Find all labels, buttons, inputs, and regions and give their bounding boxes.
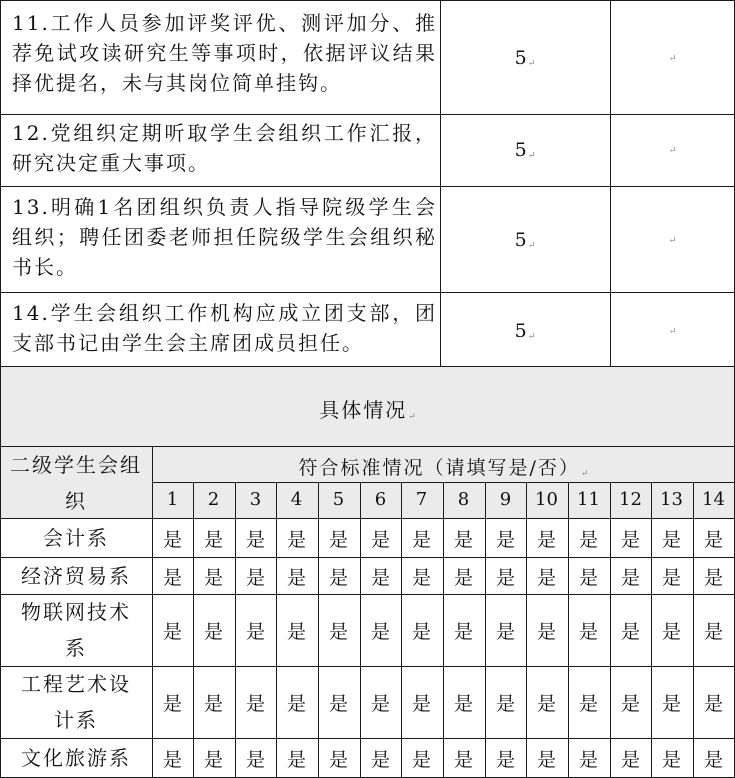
criterion-text: 13.明确1名团组织负责人指导院级学生会组织；聘任团委老师担任院级学生会组织秘书长。 bbox=[12, 195, 437, 279]
criterion-score: 5↵ bbox=[514, 229, 536, 251]
compliance-cell: 是 bbox=[620, 621, 640, 643]
compliance-cell: 是 bbox=[703, 621, 723, 643]
compliance-cell: 是 bbox=[536, 749, 556, 771]
criterion-score: 5↵ bbox=[514, 139, 536, 161]
outer-border-left bbox=[0, 0, 1, 778]
compliance-cell: 是 bbox=[328, 693, 348, 715]
table-border-line bbox=[0, 738, 735, 739]
compliance-cell: 是 bbox=[620, 749, 640, 771]
compliance-cell: 是 bbox=[162, 693, 182, 715]
compliance-cell: 是 bbox=[286, 749, 306, 771]
compliance-cell: 是 bbox=[495, 528, 515, 551]
compliance-cell: 是 bbox=[203, 566, 223, 589]
compliance-cell: 是 bbox=[370, 566, 390, 589]
compliance-cell: 是 bbox=[703, 693, 723, 715]
compliance-cell: 是 bbox=[578, 566, 598, 589]
compliance-cell: 是 bbox=[411, 693, 431, 715]
compliance-cell: 是 bbox=[162, 566, 182, 589]
criterion-text: 12.党组织定期听取学生会组织工作汇报，研究决定重大事项。 bbox=[12, 121, 437, 175]
compliance-cell: 是 bbox=[411, 566, 431, 589]
compliance-cell: 是 bbox=[620, 566, 640, 589]
compliance-cell: 是 bbox=[328, 621, 348, 643]
compliance-cell: 是 bbox=[620, 693, 640, 715]
compliance-cell: 是 bbox=[203, 749, 223, 771]
compliance-cell: 是 bbox=[661, 566, 681, 589]
compliance-cell: 是 bbox=[495, 566, 515, 589]
details-title: 具体情况↵ bbox=[319, 398, 416, 422]
column-number: 12 bbox=[619, 489, 642, 510]
compliance-cell: 是 bbox=[453, 566, 473, 589]
column-number: 11 bbox=[577, 489, 600, 510]
column-number: 2 bbox=[207, 489, 220, 510]
compliance-cell: 是 bbox=[453, 621, 473, 643]
column-number: 4 bbox=[290, 489, 303, 510]
column-number: 9 bbox=[499, 489, 512, 510]
compliance-cell: 是 bbox=[328, 528, 348, 551]
compliance-cell: 是 bbox=[703, 566, 723, 589]
column-number: 14 bbox=[702, 489, 725, 510]
compliance-cell: 是 bbox=[245, 528, 265, 551]
compliance-cell: 是 bbox=[203, 621, 223, 643]
compliance-header: 符合标准情况（请填写是/否）↵ bbox=[298, 457, 589, 479]
criterion-score: 5↵ bbox=[514, 47, 536, 69]
dept-name: 物联网技术系 bbox=[21, 600, 131, 660]
compliance-cell: 是 bbox=[703, 749, 723, 771]
compliance-cell: 是 bbox=[578, 621, 598, 643]
column-number: 10 bbox=[535, 489, 558, 510]
compliance-cell: 是 bbox=[370, 749, 390, 771]
compliance-cell: 是 bbox=[620, 528, 640, 551]
compliance-cell: 是 bbox=[286, 566, 306, 589]
compliance-cell: 是 bbox=[245, 693, 265, 715]
remark-cell: ↵ bbox=[668, 54, 677, 64]
compliance-cell: 是 bbox=[453, 749, 473, 771]
criteria-border-line bbox=[0, 366, 735, 367]
compliance-cell: 是 bbox=[411, 621, 431, 643]
remark-cell: ↵ bbox=[668, 146, 677, 156]
column-number: 1 bbox=[166, 489, 179, 510]
compliance-cell: 是 bbox=[453, 693, 473, 715]
remark-cell: ↵ bbox=[668, 327, 677, 337]
compliance-cell: 是 bbox=[536, 566, 556, 589]
compliance-cell: 是 bbox=[661, 528, 681, 551]
compliance-cell: 是 bbox=[370, 693, 390, 715]
criterion-score: 5↵ bbox=[514, 320, 536, 342]
compliance-cell: 是 bbox=[245, 566, 265, 589]
dept-name: 文化旅游系 bbox=[21, 746, 131, 770]
compliance-cell: 是 bbox=[495, 693, 515, 715]
compliance-cell: 是 bbox=[536, 621, 556, 643]
column-number: 7 bbox=[415, 489, 428, 510]
compliance-cell: 是 bbox=[411, 749, 431, 771]
column-number: 3 bbox=[249, 489, 262, 510]
criteria-border-line bbox=[0, 114, 735, 115]
criteria-border-line bbox=[0, 0, 735, 1]
compliance-cell: 是 bbox=[162, 528, 182, 551]
dept-name: 经济贸易系 bbox=[21, 563, 131, 588]
criterion-text: 14.学生会组织工作机构应成立团支部，团支部书记由学生会主席团成员担任。 bbox=[12, 301, 437, 355]
criterion-text: 11.工作人员参加评奖评优、测评加分、推荐免试攻读研究生等事项时，依据评议结果择优提名，未与其岗位简单挂钩。 bbox=[12, 11, 437, 95]
compliance-cell: 是 bbox=[286, 621, 306, 643]
dept-name: 工程艺术设计系 bbox=[21, 672, 131, 732]
compliance-cell: 是 bbox=[370, 621, 390, 643]
compliance-cell: 是 bbox=[245, 749, 265, 771]
compliance-cell: 是 bbox=[453, 528, 473, 551]
compliance-cell: 是 bbox=[203, 528, 223, 551]
dept-name: 会计系 bbox=[43, 525, 109, 550]
compliance-cell: 是 bbox=[495, 621, 515, 643]
compliance-cell: 是 bbox=[536, 693, 556, 715]
column-number: 6 bbox=[374, 489, 387, 510]
compliance-cell: 是 bbox=[245, 621, 265, 643]
compliance-cell: 是 bbox=[661, 621, 681, 643]
compliance-cell: 是 bbox=[286, 693, 306, 715]
compliance-cell: 是 bbox=[411, 528, 431, 551]
compliance-cell: 是 bbox=[286, 528, 306, 551]
compliance-cell: 是 bbox=[661, 693, 681, 715]
criteria-border-line bbox=[0, 186, 735, 187]
dept-column-header: 二级学生会组织 bbox=[10, 453, 142, 513]
column-number: 5 bbox=[332, 489, 345, 510]
compliance-cell: 是 bbox=[578, 528, 598, 551]
remark-cell: ↵ bbox=[668, 236, 677, 246]
compliance-cell: 是 bbox=[162, 749, 182, 771]
compliance-cell: 是 bbox=[536, 528, 556, 551]
compliance-cell: 是 bbox=[661, 749, 681, 771]
compliance-cell: 是 bbox=[203, 693, 223, 715]
compliance-cell: 是 bbox=[328, 566, 348, 589]
column-number: 13 bbox=[660, 489, 683, 510]
compliance-cell: 是 bbox=[162, 621, 182, 643]
column-number: 8 bbox=[457, 489, 470, 510]
compliance-cell: 是 bbox=[328, 749, 348, 771]
compliance-cell: 是 bbox=[578, 749, 598, 771]
criteria-border-line bbox=[0, 292, 735, 293]
compliance-cell: 是 bbox=[495, 749, 515, 771]
compliance-cell: 是 bbox=[578, 693, 598, 715]
compliance-cell: 是 bbox=[370, 528, 390, 551]
compliance-cell: 是 bbox=[703, 528, 723, 551]
